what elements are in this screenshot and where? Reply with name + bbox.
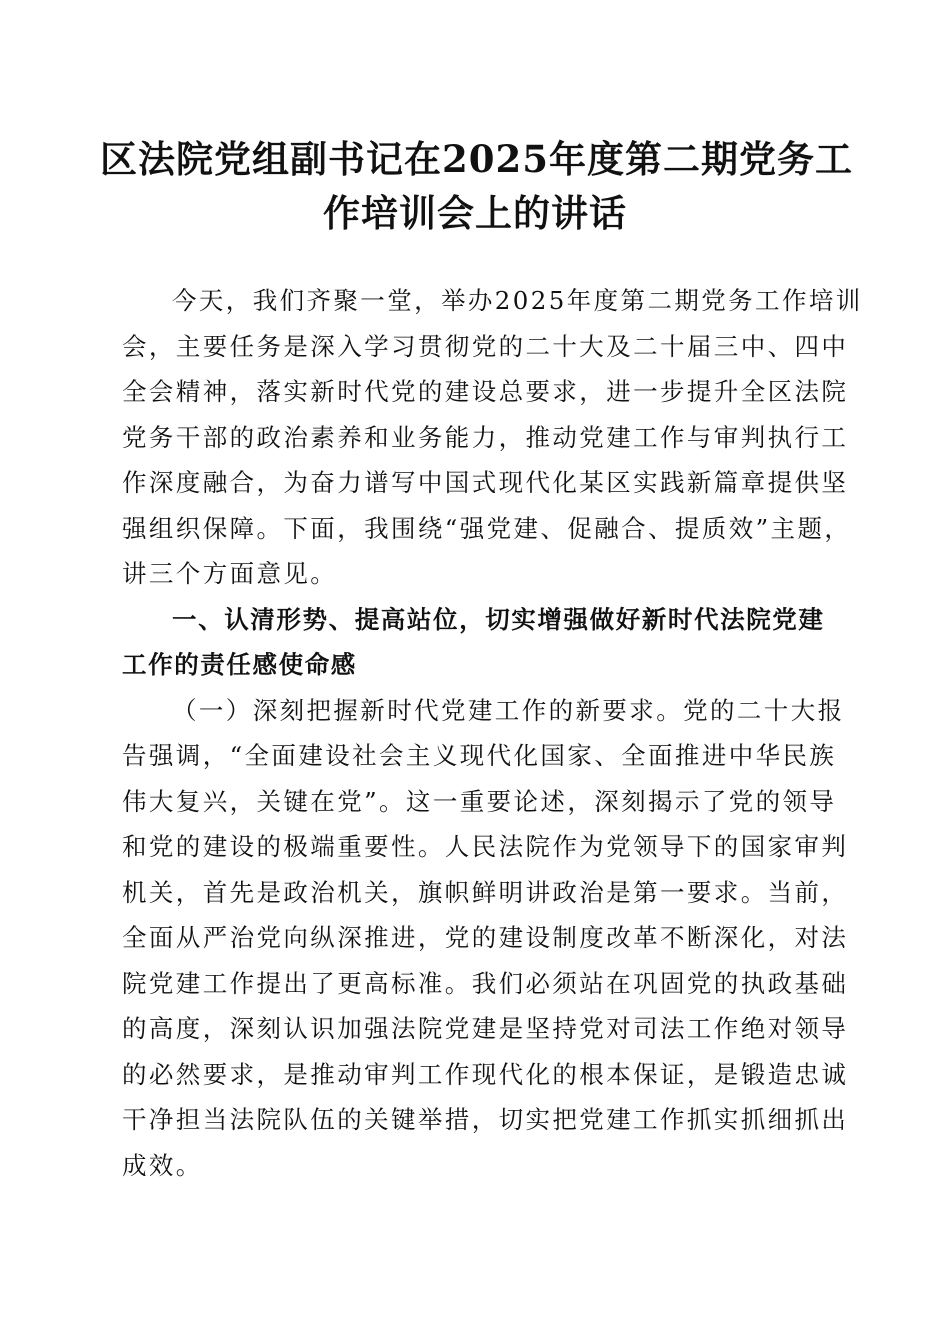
paragraph-line: 党务干部的政治素养和业务能力，推动党建工作与审判执行工: [122, 422, 849, 452]
paragraph-line: 全会精神，落实新时代党的建设总要求，进一步提升全区法院: [122, 377, 849, 406]
title-line: 区法院党组副书记在2025年度第二期党务工: [100, 137, 853, 181]
paragraph-line: 全面从严治党向纵深推进，党的建设制度改革不断深化，对法: [122, 923, 849, 952]
paragraph-line: 会，主要任务是深入学习贯彻党的二十大及二十届三中、四中: [122, 331, 849, 361]
paragraph-line: 的高度，深刻认识加强法院党建是坚持党对司法工作绝对领导: [122, 1014, 849, 1043]
paragraph-line: 和党的建设的极端重要性。人民法院作为党领导下的国家审判: [122, 832, 849, 861]
paragraph-line: 的必然要求，是推动审判工作现代化的根本保证，是锻造忠诚: [122, 1059, 849, 1089]
section-heading: [122, 597, 842, 688]
intro-paragraph: [122, 278, 863, 597]
paragraph-line: 机关，首先是政治机关，旗帜鲜明讲政治是第一要求。当前，: [122, 877, 849, 907]
paragraph-line: 今天，我们齐聚一堂，举办2025年度第二期党务工作培训: [172, 286, 863, 315]
title-line: 作培训会上的讲话: [323, 191, 627, 235]
paragraph-line: 作深度融合，为奋力谱写中国式现代化某区实践新篇章提供坚: [122, 468, 849, 497]
section-paragraph: [122, 688, 849, 1189]
heading-line: 工作的责任感使命感: [122, 650, 357, 679]
paragraph-line: 讲三个方面意见。: [122, 559, 338, 588]
paragraph-line: 告强调，“全面建设社会主义现代化国家、全面推进中华民族: [122, 741, 837, 770]
paragraph-line: 干净担当法院队伍的关键举措，切实把党建工作抓实抓细抓出: [122, 1105, 849, 1134]
document-title: [100, 132, 853, 240]
paragraph-line: （一）深刻把握新时代党建工作的新要求。党的二十大报: [172, 695, 845, 725]
document-body: [122, 278, 863, 1188]
paragraph-line: 伟大复兴，关键在党”。这一重要论述，深刻揭示了党的领导: [122, 786, 837, 816]
paragraph-line: 院党建工作提出了更高标准。我们必须站在巩固党的执政基础: [122, 968, 849, 998]
paragraph-line: 成效。: [122, 1150, 203, 1180]
paragraph-line: 强组织保障。下面，我围绕“强党建、促融合、提质效”主题，: [122, 513, 852, 543]
heading-line: 一、认清形势、提高站位，切实增强做好新时代法院党建: [172, 604, 825, 634]
